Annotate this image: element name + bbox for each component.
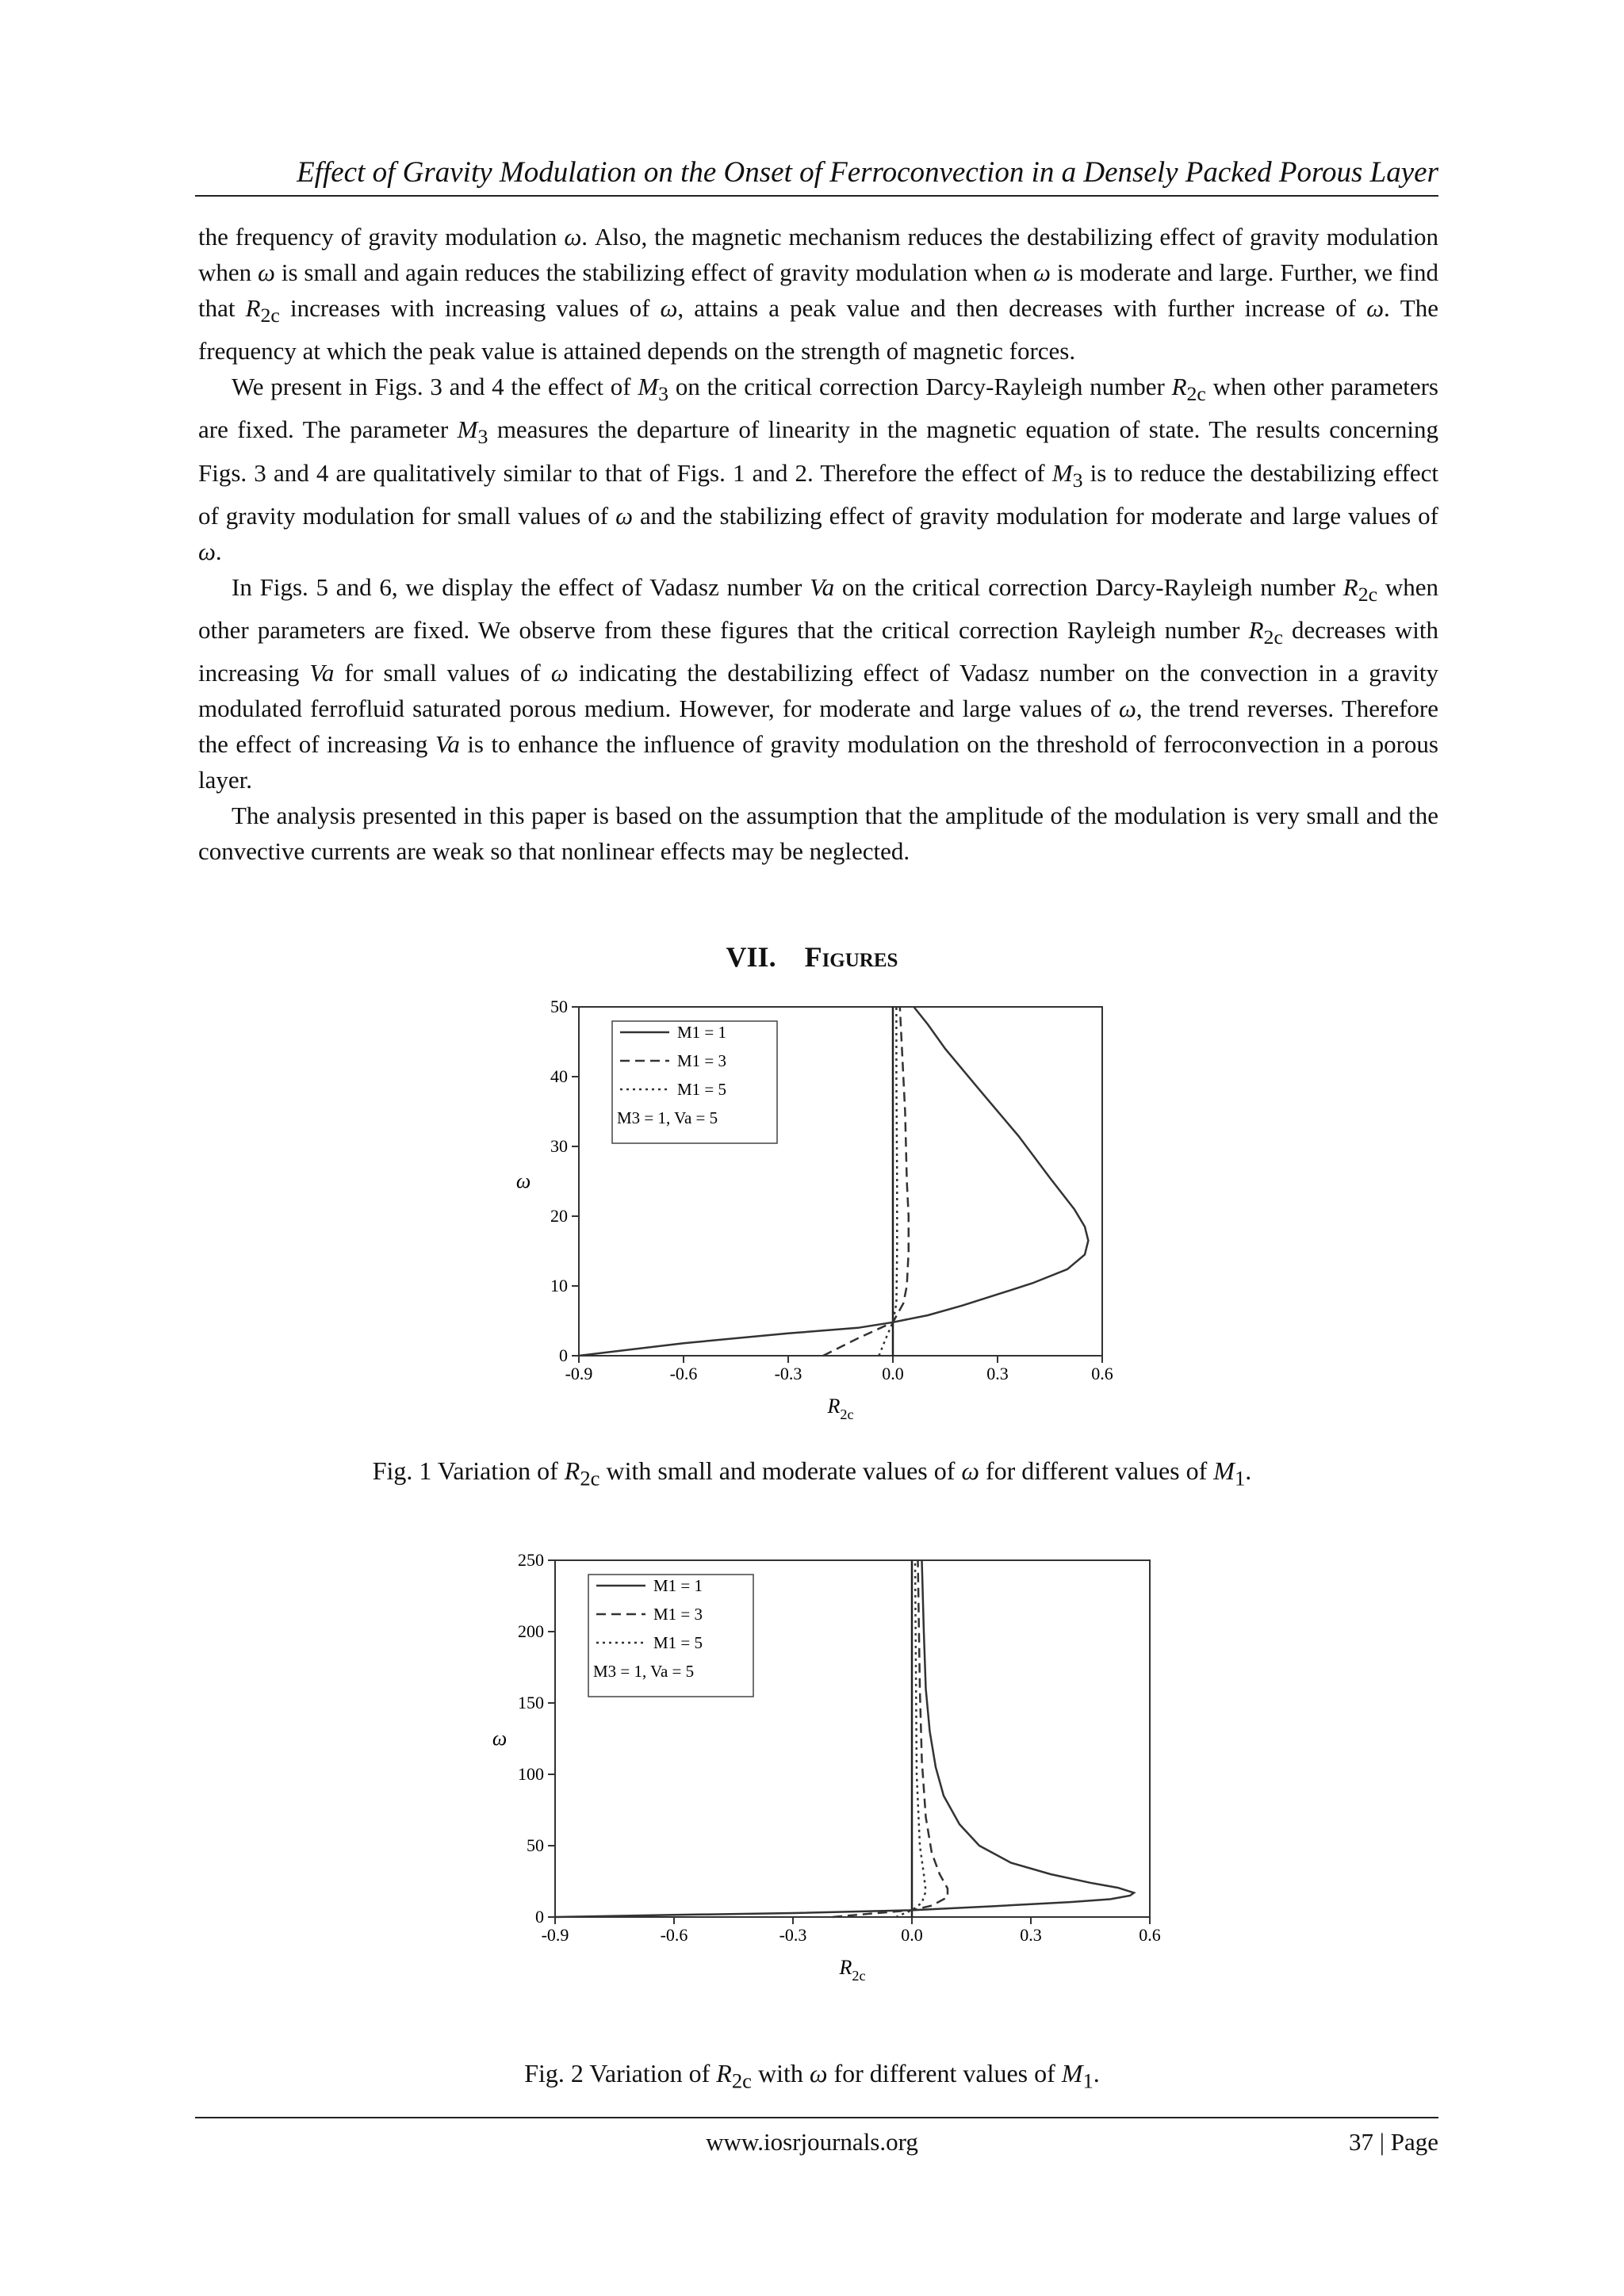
- math-subscript: 3: [477, 425, 488, 449]
- figure-1-chart: [476, 989, 1126, 1433]
- math-symbol: R: [564, 1456, 580, 1485]
- legend-entry: M1 = 3: [653, 1605, 703, 1624]
- paragraph: We present in Figs. 3 and 4 the effect of $M_3$ on the critical correction Darcy-Rayleigh number $R_{2c}$ when other parameters are fixed. The parameter $M_3$ measures the departure of linearity in the magnetic equation of state. The results concerning Figs. 3 and 4 are qualitatively similar to that of Figs. 1 and 2. Therefore the effect of $M_3$ is to reduce the destabilizing effect of gravity modulation for small values of ω and the stabilizing effect of gravity modulation for moderate and large values of ω.: [198, 373, 1438, 565]
- y-tick-label: 200: [518, 1621, 544, 1641]
- figure-2-chart: [444, 1546, 1189, 2030]
- math-symbol: ω: [1366, 294, 1384, 322]
- math-symbol: ω: [660, 294, 678, 322]
- math-symbol: R: [716, 2059, 732, 2087]
- math-subscript: 2c: [731, 2068, 752, 2093]
- math-symbol: R: [245, 294, 261, 322]
- legend-entry: M1 = 5: [653, 1633, 703, 1652]
- math-symbol: Va: [435, 730, 460, 759]
- paragraph: The analysis presented in this paper is based on the assumption that the amplitude of the modulation is very small and the convective currents are weak so that nonlinear effects may be neglected.: [198, 802, 1438, 866]
- math-symbol: M: [1061, 2059, 1083, 2087]
- series-line: [879, 1007, 897, 1356]
- section-heading: [0, 940, 1624, 974]
- legend-parameter-note: M3 = 1, Va = 5: [593, 1662, 695, 1681]
- math-symbol: R: [1342, 572, 1358, 601]
- math-subscript: 3: [1072, 468, 1083, 492]
- math-symbol: R: [1248, 615, 1264, 644]
- math-symbol: Va: [309, 659, 335, 687]
- math-symbol: ω: [961, 1456, 979, 1485]
- math-subscript: 1: [1082, 2068, 1094, 2093]
- math-subscript: 2c: [1263, 626, 1283, 649]
- x-tick-label: -0.3: [774, 1364, 802, 1383]
- y-tick-label: 250: [518, 1550, 544, 1570]
- math-symbol: M: [457, 415, 478, 444]
- y-tick-label: 0: [559, 1345, 568, 1365]
- x-tick-label: -0.3: [779, 1925, 807, 1945]
- x-tick-label: -0.9: [541, 1925, 569, 1945]
- legend-entry: M1 = 5: [677, 1080, 727, 1099]
- math-symbol: ω: [809, 2059, 828, 2087]
- section-title: Figures: [804, 941, 898, 973]
- legend-entry: M1 = 1: [653, 1576, 703, 1595]
- x-tick-label: -0.9: [565, 1364, 593, 1383]
- x-tick-label: 0.6: [1091, 1364, 1113, 1383]
- legend: [588, 1575, 753, 1697]
- y-tick-label: 20: [550, 1206, 568, 1226]
- math-symbol: M: [1213, 1456, 1235, 1485]
- math-subscript: 1: [1234, 1466, 1246, 1490]
- x-tick-label: -0.6: [660, 1925, 688, 1945]
- math-subscript: 2c: [1358, 582, 1378, 606]
- y-tick-label: 0: [535, 1907, 544, 1927]
- y-tick-label: 30: [550, 1136, 568, 1156]
- x-axis-label: $R_{2c}$: [839, 1956, 866, 1984]
- paragraph: In Figs. 5 and 6, we display the effect of Vadasz number Va on the critical correction Darcy-Rayleigh number $R_{2c}$ when other parameters are fixed. We observe from these figures that the critical correction Rayleigh number $R_{2c}$ decreases with increasing Va for small values of ω indicating the destabilizing effect of Vadasz number on the convection in a gravity modulated ferrofluid saturated porous medium. However, for moderate and large values of ω, the trend reverses. Therefore the effect of increasing Va is to enhance the influence of gravity modulation on the threshold of ferroconvection in a porous layer.: [198, 572, 1439, 794]
- body-text: [198, 219, 1438, 869]
- y-tick-label: 10: [550, 1276, 568, 1295]
- header-rule: [195, 195, 1438, 197]
- math-symbol: ω: [198, 537, 216, 565]
- math-symbol: M: [638, 373, 659, 401]
- math-symbol: ω: [258, 258, 275, 286]
- running-header: Effect of Gravity Modulation on the Onset of Ferroconvection in a Densely Packed Porous Layer: [297, 156, 1438, 189]
- footer-rule: [195, 2117, 1438, 2118]
- y-tick-label: 50: [527, 1835, 544, 1855]
- paragraph: the frequency of gravity modulation ω. Also, the magnetic mechanism reduces the destabilizing effect of gravity modulation when ω is small and again reduces the stabilizing effect of gravity modulation when ω is moderate and large. Further, we find that $R_{2c}$ increases with increasing values of ω, attains a peak value and then decreases with further increase of ω. The frequency at which the peak value is attained depends on the strength of magnetic forces.: [198, 223, 1439, 365]
- math-symbol: M: [1051, 458, 1073, 487]
- page-number: 37 | Page: [1349, 2128, 1438, 2156]
- x-tick-label: 0.0: [901, 1925, 923, 1945]
- math-symbol: Va: [810, 572, 835, 601]
- section-number: VII.: [726, 941, 776, 973]
- y-tick-label: 50: [550, 997, 568, 1016]
- math-symbol: ω: [564, 223, 582, 251]
- legend-parameter-note: M3 = 1, Va = 5: [617, 1108, 718, 1127]
- x-tick-label: -0.6: [669, 1364, 698, 1383]
- legend-entry: M1 = 3: [677, 1051, 727, 1070]
- math-subscript: 2c: [260, 304, 280, 327]
- legend-entry: M1 = 1: [677, 1023, 727, 1042]
- math-symbol: R: [1171, 373, 1187, 401]
- figure-2-caption: Fig. 2 Variation of $R_{2c}$ with ω for different values of $M_1$.: [524, 2059, 1100, 2093]
- x-tick-label: 0.3: [1020, 1925, 1042, 1945]
- x-tick-label: 0.3: [986, 1364, 1009, 1383]
- legend: [612, 1021, 777, 1143]
- y-tick-label: 100: [518, 1764, 544, 1784]
- x-tick-label: 0.0: [882, 1364, 904, 1383]
- y-tick-label: 40: [550, 1066, 568, 1086]
- y-axis-label: ω: [515, 1169, 531, 1192]
- x-tick-label: 0.6: [1139, 1925, 1161, 1945]
- x-axis-label: $R_{2c}$: [827, 1395, 854, 1422]
- math-subscript: 2c: [580, 1466, 600, 1490]
- footer-url: www.iosrjournals.org: [706, 2128, 918, 2156]
- math-subscript: 2c: [1186, 382, 1206, 406]
- math-symbol: ω: [550, 659, 569, 687]
- math-subscript: 3: [658, 382, 669, 406]
- math-symbol: ω: [615, 501, 633, 530]
- figure-1-caption: Fig. 1 Variation of $R_{2c}$ with small and moderate values of ω for different values of $M_1$.: [372, 1456, 1252, 1490]
- math-symbol: ω: [1118, 695, 1136, 723]
- y-axis-label: ω: [492, 1727, 508, 1750]
- y-tick-label: 150: [518, 1693, 544, 1712]
- math-symbol: ω: [1033, 258, 1051, 286]
